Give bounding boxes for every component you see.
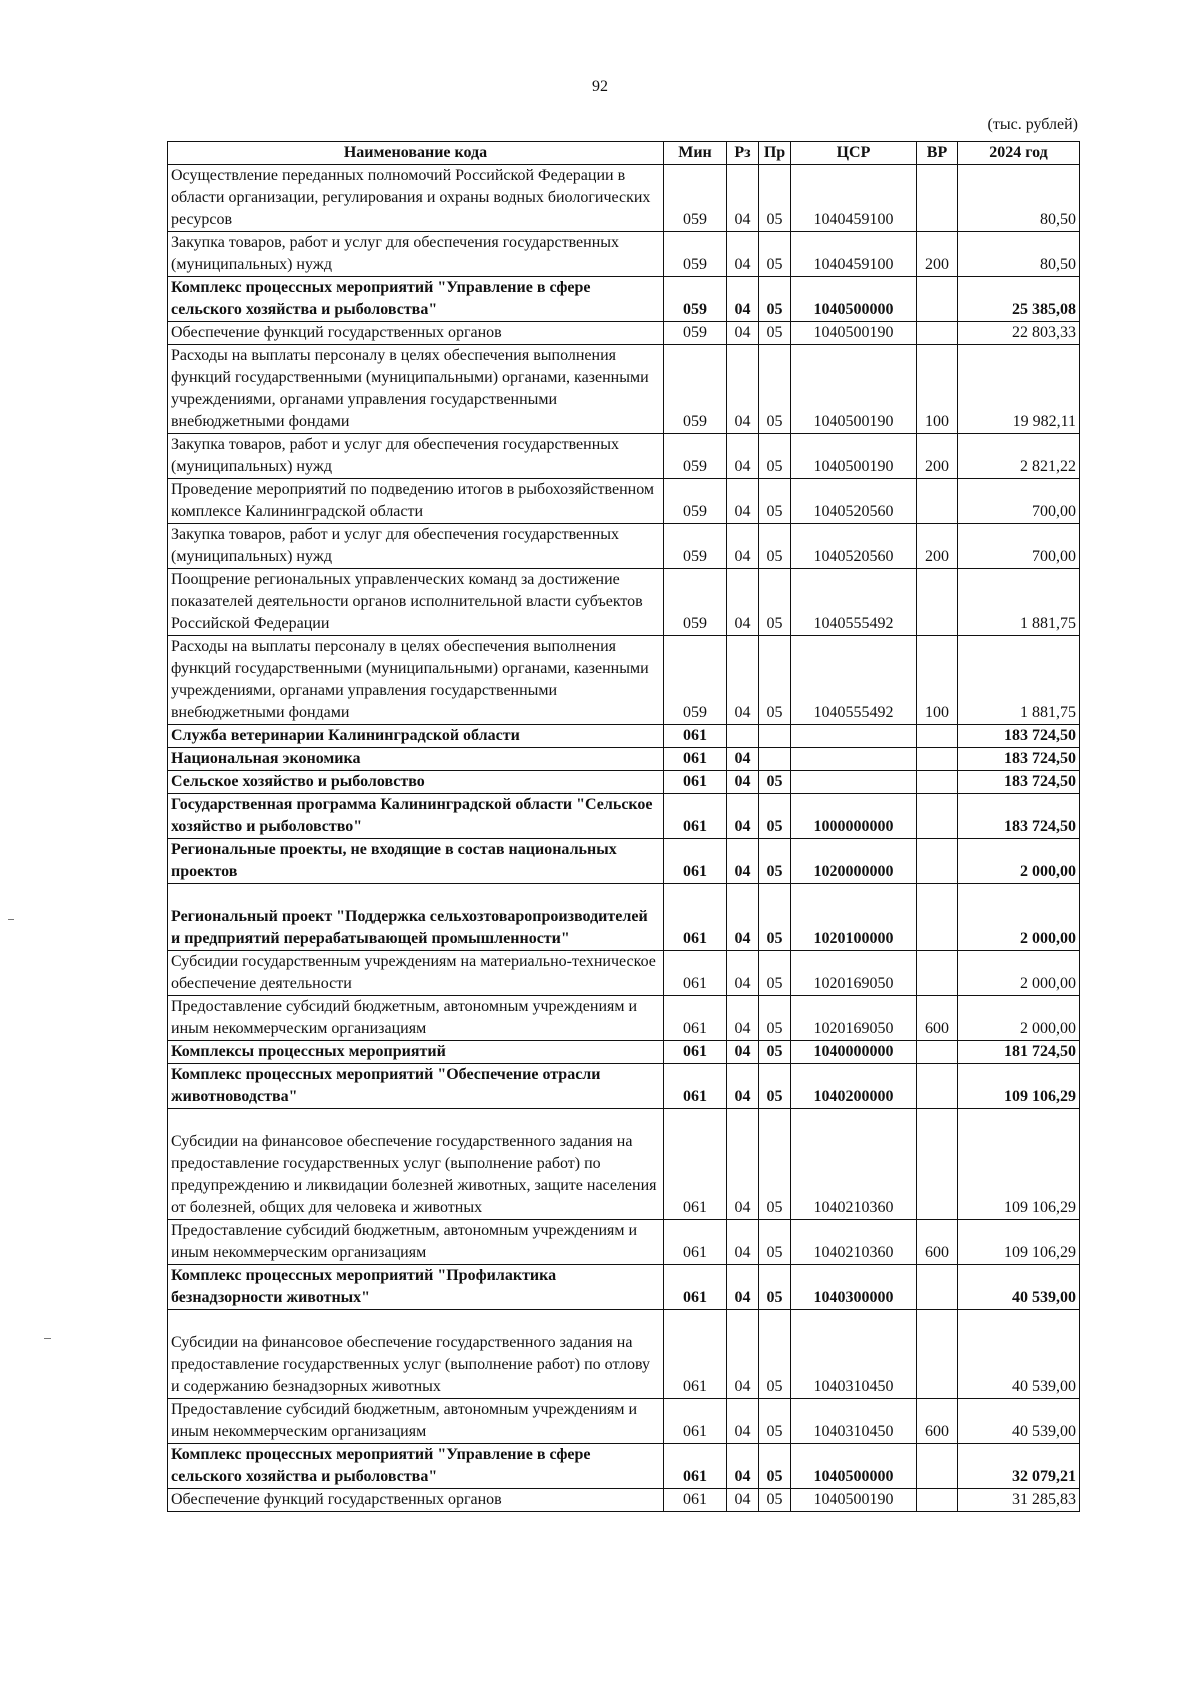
cell-name: Комплексы процессных мероприятий: [168, 1041, 664, 1064]
cell-csr: 1040500190: [791, 345, 917, 434]
cell-min: 059: [664, 434, 727, 479]
cell-csr: 1020000000: [791, 839, 917, 884]
cell-min: 061: [664, 1109, 727, 1220]
cell-min: 059: [664, 636, 727, 725]
table-row: [168, 345, 1080, 434]
cell-csr: 1040500000: [791, 277, 917, 322]
cell-min: 061: [664, 1220, 727, 1265]
cell-min: 061: [664, 1399, 727, 1444]
cell-amount: 1 881,75: [958, 636, 1080, 725]
header-csr: ЦСР: [791, 142, 917, 165]
table-row: [168, 951, 1080, 996]
header-rz: Рз: [727, 142, 759, 165]
header-name: Наименование кода: [168, 142, 664, 165]
cell-pr: 05: [759, 839, 791, 884]
cell-amount: 2 000,00: [958, 839, 1080, 884]
cell-rz: 04: [727, 996, 759, 1041]
cell-min: 059: [664, 322, 727, 345]
table-row: [168, 1265, 1080, 1310]
cell-min: 059: [664, 232, 727, 277]
cell-rz: 04: [727, 322, 759, 345]
header-min: Мин: [664, 142, 727, 165]
cell-rz: 04: [727, 1220, 759, 1265]
cell-name: Сельское хозяйство и рыболовство: [168, 771, 664, 794]
header-vr: ВР: [917, 142, 958, 165]
cell-min: 059: [664, 524, 727, 569]
table-row: [168, 725, 1080, 748]
cell-min: 061: [664, 1444, 727, 1489]
cell-min: 061: [664, 1041, 727, 1064]
cell-name: Закупка товаров, работ и услуг для обеспечения государственных (муниципальных) нужд: [168, 434, 664, 479]
table-row: [168, 839, 1080, 884]
cell-pr: 05: [759, 524, 791, 569]
cell-pr: 05: [759, 636, 791, 725]
cell-pr: 05: [759, 1399, 791, 1444]
cell-vr: 100: [917, 636, 958, 725]
cell-amount: 109 106,29: [958, 1220, 1080, 1265]
cell-amount: 25 385,08: [958, 277, 1080, 322]
cell-vr: 100: [917, 345, 958, 434]
cell-vr: [917, 725, 958, 748]
cell-pr: 05: [759, 1444, 791, 1489]
cell-name: Региональные проекты, не входящие в состав национальных проектов: [168, 839, 664, 884]
cell-vr: 600: [917, 996, 958, 1041]
cell-csr: 1040555492: [791, 636, 917, 725]
cell-csr: 1040310450: [791, 1399, 917, 1444]
cell-csr: 1040520560: [791, 479, 917, 524]
cell-vr: 600: [917, 1399, 958, 1444]
cell-amount: 40 539,00: [958, 1399, 1080, 1444]
cell-rz: 04: [727, 1265, 759, 1310]
cell-amount: 80,50: [958, 165, 1080, 232]
cell-min: 061: [664, 1489, 727, 1512]
cell-name: Расходы на выплаты персоналу в целях обеспечения выполнения функций государственными (муниципальными) органами, казенными учреждениями, органами управления государственными внебюджетными фондами: [168, 345, 664, 434]
cell-min: 061: [664, 748, 727, 771]
cell-min: 061: [664, 1310, 727, 1399]
cell-pr: 05: [759, 1310, 791, 1399]
cell-rz: 04: [727, 232, 759, 277]
cell-name: Проведение мероприятий по подведению итогов в рыбохозяйственном комплексе Калининградской области: [168, 479, 664, 524]
cell-pr: 05: [759, 434, 791, 479]
cell-min: 059: [664, 277, 727, 322]
cell-csr: 1040500190: [791, 1489, 917, 1512]
table-row: [168, 1041, 1080, 1064]
cell-amount: 40 539,00: [958, 1310, 1080, 1399]
cell-vr: [917, 1444, 958, 1489]
cell-min: 061: [664, 794, 727, 839]
cell-vr: 200: [917, 232, 958, 277]
cell-rz: 04: [727, 434, 759, 479]
cell-rz: 04: [727, 479, 759, 524]
table-row: [168, 1399, 1080, 1444]
cell-amount: 700,00: [958, 479, 1080, 524]
cell-pr: 05: [759, 1041, 791, 1064]
cell-pr: 05: [759, 771, 791, 794]
cell-csr: 1040000000: [791, 1041, 917, 1064]
cell-name: Комплекс процессных мероприятий "Управление в сфере сельского хозяйства и рыболовства": [168, 277, 664, 322]
cell-name: Предоставление субсидий бюджетным, автономным учреждениям и иным некоммерческим организациям: [168, 996, 664, 1041]
cell-vr: [917, 794, 958, 839]
cell-rz: 04: [727, 951, 759, 996]
cell-min: 061: [664, 725, 727, 748]
cell-vr: [917, 277, 958, 322]
cell-csr: 1040200000: [791, 1064, 917, 1109]
scan-mark-left-2: [44, 1338, 51, 1339]
cell-name: Предоставление субсидий бюджетным, автономным учреждениям и иным некоммерческим организациям: [168, 1220, 664, 1265]
cell-vr: 600: [917, 1220, 958, 1265]
cell-rz: 04: [727, 794, 759, 839]
table-row: [168, 794, 1080, 839]
cell-csr: 1040459100: [791, 165, 917, 232]
cell-csr: [791, 748, 917, 771]
cell-name: Обеспечение функций государственных органов: [168, 322, 664, 345]
cell-rz: 04: [727, 1489, 759, 1512]
cell-name: Закупка товаров, работ и услуг для обеспечения государственных (муниципальных) нужд: [168, 524, 664, 569]
table-row: [168, 1220, 1080, 1265]
cell-pr: 05: [759, 479, 791, 524]
cell-csr: 1040459100: [791, 232, 917, 277]
units-label: (тыс. рублей): [987, 116, 1078, 133]
cell-rz: 04: [727, 1064, 759, 1109]
cell-name: Субсидии государственным учреждениям на материально-техническое обеспечение деятельности: [168, 951, 664, 996]
cell-name: Служба ветеринарии Калининградской области: [168, 725, 664, 748]
table-row: [168, 569, 1080, 636]
cell-pr: [759, 748, 791, 771]
cell-amount: 31 285,83: [958, 1489, 1080, 1512]
cell-vr: 200: [917, 524, 958, 569]
cell-amount: 183 724,50: [958, 794, 1080, 839]
cell-rz: 04: [727, 839, 759, 884]
cell-amount: 183 724,50: [958, 748, 1080, 771]
cell-pr: 05: [759, 232, 791, 277]
cell-csr: 1040500000: [791, 1444, 917, 1489]
cell-csr: 1020169050: [791, 996, 917, 1041]
cell-amount: 22 803,33: [958, 322, 1080, 345]
cell-rz: [727, 725, 759, 748]
cell-pr: 05: [759, 322, 791, 345]
cell-amount: 19 982,11: [958, 345, 1080, 434]
header-amount: 2024 год: [958, 142, 1080, 165]
cell-csr: [791, 771, 917, 794]
cell-csr: 1040210360: [791, 1109, 917, 1220]
cell-vr: [917, 839, 958, 884]
cell-amount: 183 724,50: [958, 725, 1080, 748]
cell-vr: [917, 1109, 958, 1220]
cell-vr: [917, 771, 958, 794]
cell-csr: 1040500190: [791, 434, 917, 479]
cell-vr: [917, 322, 958, 345]
cell-amount: 2 821,22: [958, 434, 1080, 479]
cell-pr: 05: [759, 1489, 791, 1512]
table-row: [168, 232, 1080, 277]
cell-name: Комплекс процессных мероприятий "Управление в сфере сельского хозяйства и рыболовства": [168, 1444, 664, 1489]
table-row: [168, 1064, 1080, 1109]
cell-min: 061: [664, 1265, 727, 1310]
cell-amount: 183 724,50: [958, 771, 1080, 794]
cell-pr: 05: [759, 1220, 791, 1265]
cell-csr: 1000000000: [791, 794, 917, 839]
cell-rz: 04: [727, 636, 759, 725]
cell-name: Региональный проект "Поддержка сельхозтоваропроизводителей и предприятий перерабатывающей промышленности": [168, 884, 664, 951]
cell-rz: 04: [727, 1109, 759, 1220]
cell-rz: 04: [727, 748, 759, 771]
scan-mark-left-1: [8, 919, 14, 920]
cell-vr: [917, 479, 958, 524]
cell-min: 059: [664, 479, 727, 524]
cell-vr: [917, 1041, 958, 1064]
cell-rz: 04: [727, 569, 759, 636]
table-row: [168, 1489, 1080, 1512]
cell-min: 061: [664, 884, 727, 951]
cell-csr: 1040555492: [791, 569, 917, 636]
cell-min: 061: [664, 951, 727, 996]
table-row: [168, 771, 1080, 794]
cell-amount: 2 000,00: [958, 884, 1080, 951]
cell-name: Закупка товаров, работ и услуг для обеспечения государственных (муниципальных) нужд: [168, 232, 664, 277]
cell-name: Осуществление переданных полномочий Российской Федерации в области организации, регулирования и охраны водных биологических ресурсов: [168, 165, 664, 232]
cell-rz: 04: [727, 771, 759, 794]
cell-min: 061: [664, 771, 727, 794]
table-body: [168, 165, 1080, 1512]
cell-amount: 1 881,75: [958, 569, 1080, 636]
table-row: [168, 636, 1080, 725]
budget-table: [167, 141, 1080, 1512]
cell-name: Комплекс процессных мероприятий "Обеспечение отрасли животноводства": [168, 1064, 664, 1109]
cell-min: 061: [664, 1064, 727, 1109]
cell-min: 059: [664, 165, 727, 232]
cell-name: Комплекс процессных мероприятий "Профилактика безнадзорности животных": [168, 1265, 664, 1310]
cell-name: Национальная экономика: [168, 748, 664, 771]
cell-csr: 1020100000: [791, 884, 917, 951]
cell-csr: 1040500190: [791, 322, 917, 345]
cell-amount: 2 000,00: [958, 951, 1080, 996]
cell-csr: [791, 725, 917, 748]
cell-csr: 1040210360: [791, 1220, 917, 1265]
cell-min: 059: [664, 569, 727, 636]
cell-rz: 04: [727, 884, 759, 951]
cell-amount: 109 106,29: [958, 1064, 1080, 1109]
cell-vr: 200: [917, 434, 958, 479]
cell-name: Поощрение региональных управленческих команд за достижение показателей деятельности органов исполнительной власти субъектов Российской Федерации: [168, 569, 664, 636]
cell-name: Обеспечение функций государственных органов: [168, 1489, 664, 1512]
cell-pr: 05: [759, 884, 791, 951]
cell-csr: 1040300000: [791, 1265, 917, 1310]
table-row: [168, 1310, 1080, 1399]
table-row: [168, 322, 1080, 345]
cell-vr: [917, 748, 958, 771]
cell-pr: 05: [759, 1109, 791, 1220]
cell-pr: 05: [759, 1265, 791, 1310]
cell-name: Субсидии на финансовое обеспечение государственного задания на предоставление государственных услуг (выполнение работ) по предупреждению и ликвидации болезней животных, защите населения от болезней, общих для человека и животных: [168, 1109, 664, 1220]
cell-name: Предоставление субсидий бюджетным, автономным учреждениям и иным некоммерческим организациям: [168, 1399, 664, 1444]
table-row: [168, 1444, 1080, 1489]
cell-min: 061: [664, 839, 727, 884]
cell-vr: [917, 165, 958, 232]
cell-vr: [917, 1064, 958, 1109]
cell-amount: 40 539,00: [958, 1265, 1080, 1310]
cell-rz: 04: [727, 1399, 759, 1444]
cell-amount: 32 079,21: [958, 1444, 1080, 1489]
cell-pr: 05: [759, 1064, 791, 1109]
cell-amount: 2 000,00: [958, 996, 1080, 1041]
table-row: [168, 1109, 1080, 1220]
cell-rz: 04: [727, 1310, 759, 1399]
cell-vr: [917, 951, 958, 996]
cell-min: 061: [664, 996, 727, 1041]
cell-amount: 700,00: [958, 524, 1080, 569]
cell-name: Государственная программа Калининградской области "Сельское хозяйство и рыболовство": [168, 794, 664, 839]
cell-csr: 1040520560: [791, 524, 917, 569]
cell-rz: 04: [727, 524, 759, 569]
table-row: [168, 884, 1080, 951]
cell-pr: 05: [759, 345, 791, 434]
cell-rz: 04: [727, 1041, 759, 1064]
cell-amount: 109 106,29: [958, 1109, 1080, 1220]
table-row: [168, 748, 1080, 771]
cell-csr: 1020169050: [791, 951, 917, 996]
cell-pr: [759, 725, 791, 748]
cell-vr: [917, 569, 958, 636]
cell-rz: 04: [727, 277, 759, 322]
table-row: [168, 165, 1080, 232]
cell-min: 059: [664, 345, 727, 434]
cell-amount: 181 724,50: [958, 1041, 1080, 1064]
table-row: [168, 277, 1080, 322]
cell-rz: 04: [727, 1444, 759, 1489]
cell-pr: 05: [759, 951, 791, 996]
page-number: 92: [592, 78, 608, 95]
cell-vr: [917, 1310, 958, 1399]
cell-name: Расходы на выплаты персоналу в целях обеспечения выполнения функций государственными (муниципальными) органами, казенными учреждениями, органами управления государственными внебюджетными фондами: [168, 636, 664, 725]
cell-amount: 80,50: [958, 232, 1080, 277]
cell-pr: 05: [759, 165, 791, 232]
cell-vr: [917, 1265, 958, 1310]
table-row: [168, 479, 1080, 524]
cell-pr: 05: [759, 277, 791, 322]
table-row: [168, 434, 1080, 479]
cell-rz: 04: [727, 345, 759, 434]
cell-pr: 05: [759, 569, 791, 636]
cell-csr: 1040310450: [791, 1310, 917, 1399]
cell-rz: 04: [727, 165, 759, 232]
table-row: [168, 524, 1080, 569]
cell-vr: [917, 884, 958, 951]
table-row: [168, 996, 1080, 1041]
table-header-row: [168, 142, 1080, 165]
cell-pr: 05: [759, 794, 791, 839]
header-pr: Пр: [759, 142, 791, 165]
cell-pr: 05: [759, 996, 791, 1041]
cell-vr: [917, 1489, 958, 1512]
cell-name: Субсидии на финансовое обеспечение государственного задания на предоставление государственных услуг (выполнение работ) по отлову и содержанию безнадзорных животных: [168, 1310, 664, 1399]
